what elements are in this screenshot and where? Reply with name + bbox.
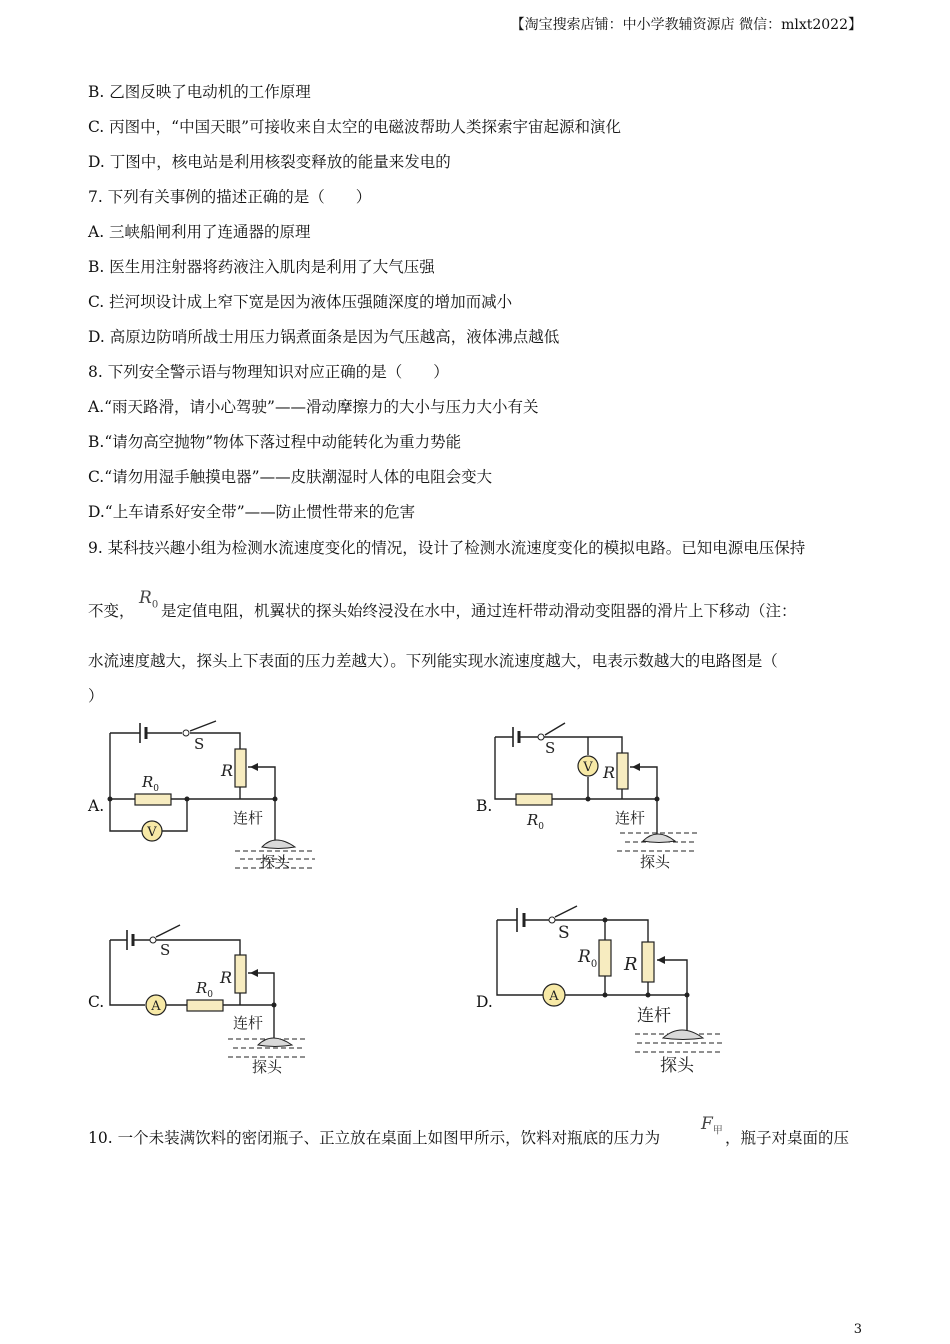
q7-option-d: D. 高原边防哨所战士用压力锅煮面条是因为气压越高，液体沸点越低 [88,328,560,346]
rheostat-label: R [624,954,638,975]
ammeter-label: A [549,989,559,1004]
q8-option-b: B.“请勿高空抛物”物体下落过程中动能转化为重力势能 [88,433,462,451]
switch-label: S [545,739,556,757]
rod-label: 连杆 [637,1006,671,1026]
resistor-label: $R_0$ [578,947,598,970]
rod-label: 连杆 [233,1014,264,1032]
probe-label: 探头 [252,1058,283,1076]
circuit-diagram-d [485,900,730,1080]
q9-stem-line2a: 不变， [88,602,135,620]
resistor-label: $R_0$ [527,811,545,832]
voltmeter-label: V [147,825,157,840]
q10-stem-b: ，瓶子对桌面的压 [725,1129,850,1147]
circuit-diagram-a [100,715,330,875]
rheostat-label: R [603,763,616,782]
resistor-label: $R_0$ [196,979,214,1000]
q10-stem-a: 10. 一个未装满饮料的密闭瓶子、正立放在桌面上如图甲所示，饮料对瓶底的压力为 [88,1129,661,1147]
q9-stem-line3: 水流速度越大，探头上下表面的压力差越大）。下列能实现水流速度越大，电表示数越大的电路图是（ [88,652,778,670]
resistor-icon [516,794,552,805]
q8-option-a: A.“雨天路滑，请小心驾驶”——滑动摩擦力的大小与压力大小有关 [88,398,539,416]
q10-f-symbol: $F_甲$ [701,1114,723,1137]
q9-option-c-label: C. [88,993,105,1011]
probe-icon [643,834,675,843]
q9-stem-line4: ） [88,687,104,705]
probe-icon [262,840,295,849]
page-number: 3 [853,1322,862,1337]
q7-option-c: C. 拦河坝设计成上窄下宽是因为液体压强随深度的增加而减小 [88,293,513,311]
q8-stem: 8. 下列安全警示语与物理知识对应正确的是（ ） [88,363,449,381]
q9-stem-line2b: 是定值电阻，机翼状的探头始终浸没在水中，通过连杆带动滑动变阻器的滑片上下移动（注： [161,602,797,620]
q7-stem: 7. 下列有关事例的描述正确的是（ ） [88,188,372,206]
q9-stem-line1: 9. 某科技兴趣小组为检测水流速度变化的情况，设计了检测水流速度变化的模拟电路。已知电源电压保持 [88,539,806,557]
resistor-icon [135,794,171,805]
rheostat-icon [235,749,246,787]
q8-option-c: C.“请勿用湿手触摸电器”——皮肤潮湿时人体的电阻会变大 [88,468,493,486]
rheostat-icon [235,955,246,993]
resistor-icon [187,1000,223,1011]
circuit-diagram-b [485,715,710,875]
switch-label: S [558,923,570,943]
circuit-diagram-c [100,915,325,1080]
probe-label: 探头 [660,1056,694,1076]
voltmeter-label: V [583,760,593,775]
q6-option-b: B. 乙图反映了电动机的工作原理 [88,83,311,101]
rheostat-label: R [221,761,234,780]
probe-icon [663,1030,703,1040]
ammeter-label: A [151,999,161,1014]
probe-label: 探头 [260,853,291,871]
resistor-icon [599,940,611,976]
probe-label: 探头 [640,853,671,871]
q8-option-d: D.“上车请系好安全带”——防止惯性带来的危害 [88,503,416,521]
q9-r0-symbol: $R_0$ [139,588,159,611]
q7-option-a: A. 三峡船闸利用了连通器的原理 [88,223,311,241]
q7-option-b: B. 医生用注射器将药液注入肌肉是利用了大气压强 [88,258,435,276]
q9-option-d-label: D. [476,993,493,1011]
rheostat-label: R [220,968,233,987]
rheostat-icon [617,753,628,789]
q6-option-c: C. 丙图中，“中国天眼”可接收来自太空的电磁波帮助人类探索宇宙起源和演化 [88,118,622,136]
switch-label: S [194,735,205,753]
q6-option-d: D. 丁图中，核电站是利用核裂变释放的能量来发电的 [88,153,451,171]
page-header: 【淘宝搜索店铺：中小学教辅资源店 微信：mlxt2022】 [510,17,862,33]
resistor-label: $R_0$ [142,773,160,794]
q9-option-a-label: A. [88,797,105,815]
rod-label: 连杆 [233,809,264,827]
rheostat-icon [642,942,654,982]
rod-label: 连杆 [615,809,646,827]
switch-label: S [160,941,171,959]
switch-contact-icon [183,730,189,736]
q9-option-b-label: B. [476,797,493,815]
